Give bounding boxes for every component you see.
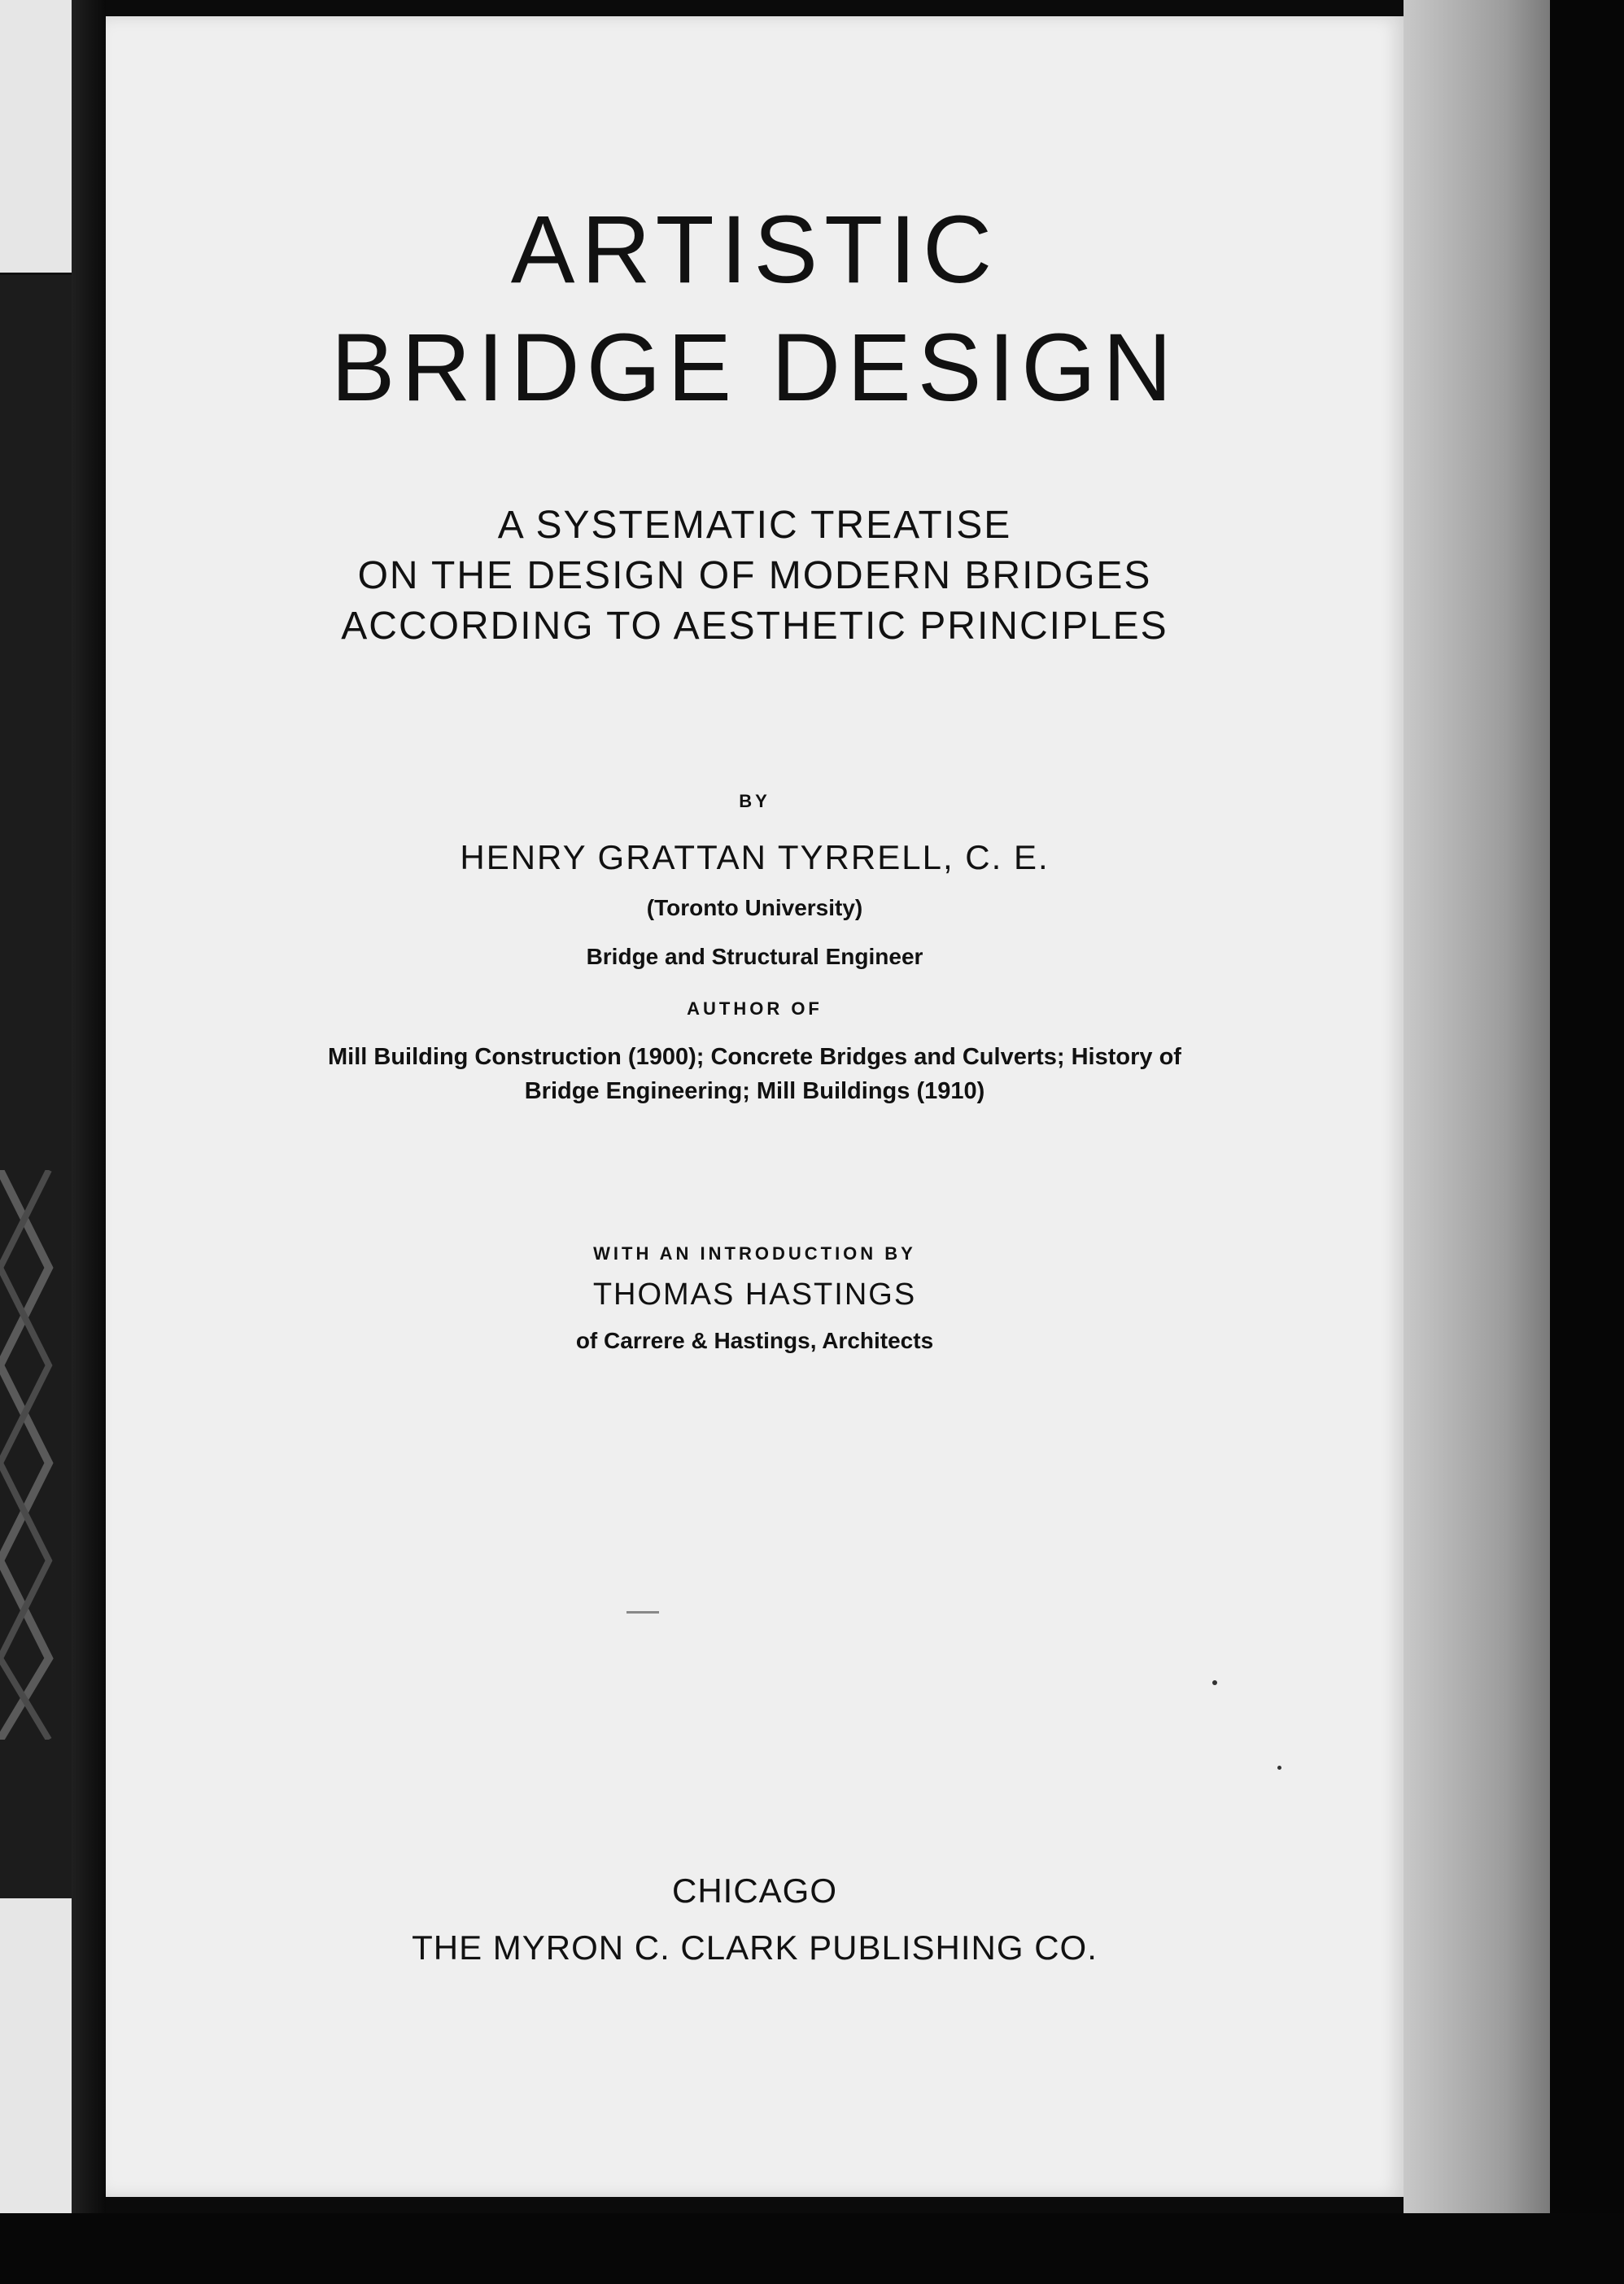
imprint-city: CHICAGO — [671, 1871, 837, 1910]
introducer-firm: of Carrere & Hastings, Architects — [575, 1328, 934, 1353]
author-affiliation: (Toronto University) — [646, 895, 863, 920]
subtitle-line-1: A SYSTEMATIC TREATISE — [497, 504, 1012, 547]
subtitle-line-3: ACCORDING TO AESTHETIC PRINCIPLES — [341, 605, 1168, 648]
by-label: BY — [739, 791, 771, 811]
dust-mark — [626, 1611, 659, 1614]
author-name: HENRY GRATTAN TYRRELL, C. E. — [460, 838, 1050, 876]
author-of-heading: AUTHOR OF — [687, 998, 823, 1019]
works-line-1: Mill Building Construction (1900); Concrete Bridges and Culverts; History of — [328, 1044, 1181, 1070]
facing-plate-illustration — [0, 273, 72, 1898]
scan-background-bottom — [0, 2213, 1624, 2284]
book-title-line-1: ARTISTIC — [510, 196, 999, 304]
scan-background-right — [1550, 0, 1624, 2284]
page-edge-right — [1404, 0, 1550, 2229]
book-gutter — [72, 0, 106, 2213]
imprint-publisher: THE MYRON C. CLARK PUBLISHING CO. — [412, 1928, 1098, 1967]
book-title-line-2: BRIDGE DESIGN — [330, 314, 1179, 421]
author-profession: Bridge and Structural Engineer — [586, 944, 923, 969]
works-line-2: Bridge Engineering; Mill Buildings (1910) — [524, 1078, 985, 1104]
dust-speck — [1277, 1766, 1281, 1770]
subtitle-line-2: ON THE DESIGN OF MODERN BRIDGES — [357, 554, 1152, 597]
lattice-illustration — [0, 1170, 72, 1740]
introducer-name: THOMAS HASTINGS — [592, 1277, 917, 1312]
plate-border-top — [0, 273, 72, 275]
dust-speck — [1212, 1680, 1217, 1685]
title-page — [106, 16, 1404, 2197]
introduction-heading: WITH AN INTRODUCTION BY — [593, 1243, 916, 1264]
